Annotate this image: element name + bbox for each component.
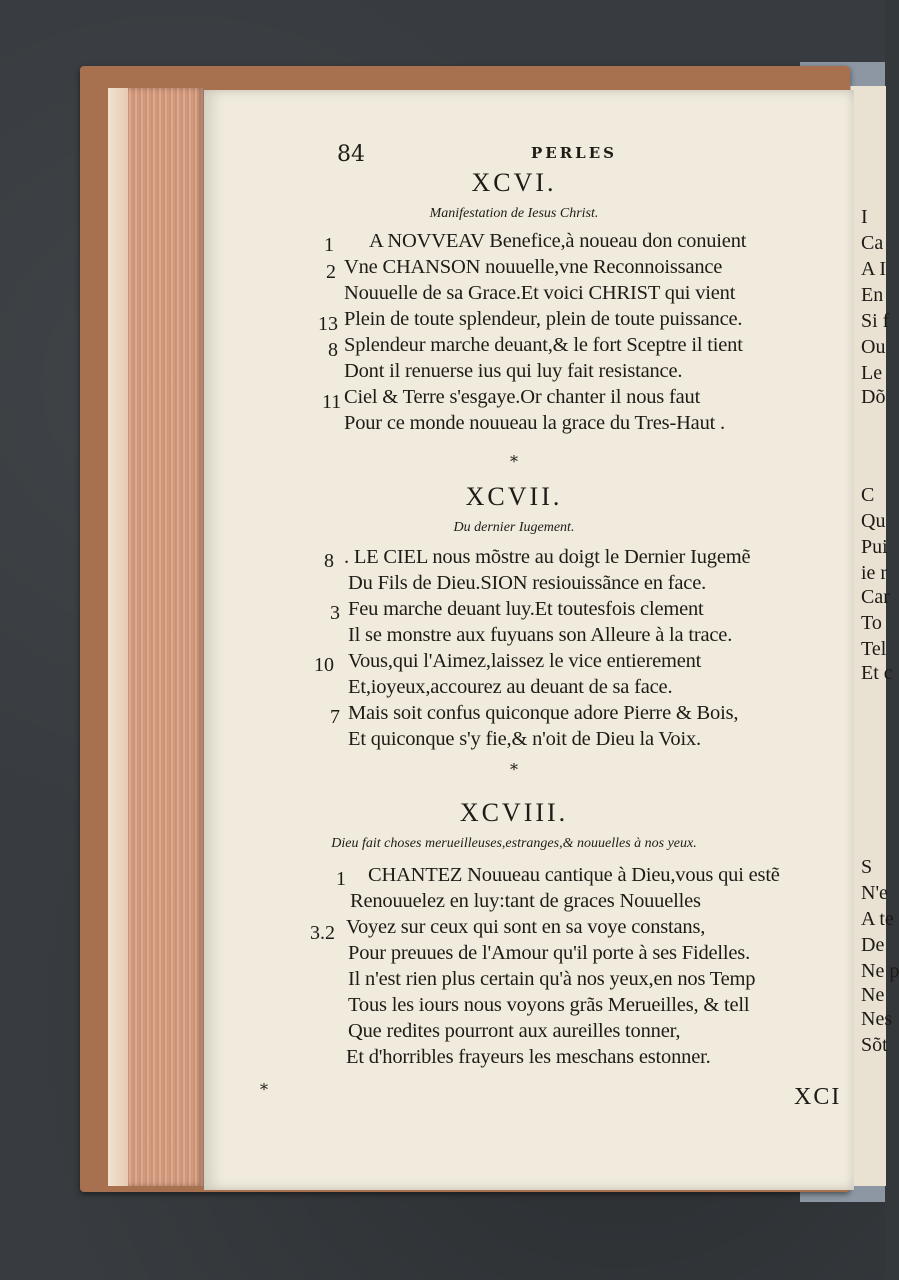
facing-fragment: Nes <box>861 1008 893 1030</box>
facing-fragment: To <box>861 612 882 634</box>
facing-fragment: A te <box>861 908 894 930</box>
facing-fragment: Ca <box>861 232 884 254</box>
verse-line: Splendeur marche deuant,& le fort Sceptre il tient <box>344 334 743 356</box>
verse-line: Il se monstre aux fuyuans son Alleure à la trace. <box>348 624 733 646</box>
verse-line: Mais soit confus quiconque adore Pierre & Bois, <box>348 702 739 724</box>
section-heading: XCVIII. <box>459 798 569 827</box>
verse-line: A NOVVEAV Benefice,à noueau don conuient <box>369 230 747 252</box>
verse-line: Et,ioyeux,accourez au deuant de sa face. <box>348 676 673 698</box>
book-page <box>204 90 854 1190</box>
verse-line: Ciel & Terre s'esgaye.Or chanter il nous faut <box>344 386 701 408</box>
verse-number: 2 <box>326 261 336 283</box>
section-subtitle: Du dernier Iugement. <box>453 520 575 535</box>
verse-line: Voyez sur ceux qui sont en sa voye constans, <box>346 916 706 938</box>
facing-fragment: Dõ <box>861 386 886 408</box>
facing-fragment: De <box>861 934 885 956</box>
verse-line: Pour preuues de l'Amour qu'il porte à ses Fidelles. <box>348 942 750 964</box>
section-heading: XCVII. <box>465 482 563 511</box>
facing-fragment: Car <box>861 586 890 608</box>
facing-fragment: Sõt <box>861 1034 888 1056</box>
verse-number: 13 <box>318 313 338 335</box>
verse-line: Dont il renuerse ius qui luy fait resistance. <box>344 360 683 382</box>
catchword: XCI <box>794 1084 842 1110</box>
facing-fragment: C <box>861 484 875 506</box>
facing-fragment: Et c <box>861 662 893 684</box>
verse-number: 8 <box>328 339 338 361</box>
ornament-asterisk: * <box>510 760 518 779</box>
verse-line: Que redites pourront aux aureilles tonner, <box>348 1020 681 1042</box>
verse-number: 7 <box>330 706 340 728</box>
verse-line: Et quiconque s'y fie,& n'oit de Dieu la Voix. <box>348 728 701 750</box>
verse-line: Renouuelez en luy:tant de graces Nouuelles <box>350 890 701 912</box>
facing-fragment: ie r <box>861 562 888 584</box>
facing-fragment: A I <box>861 258 886 280</box>
page-number: 84 <box>337 142 365 167</box>
verse-line: Et d'horribles frayeurs les meschans estonner. <box>346 1046 711 1068</box>
facing-fragment: Pui <box>861 536 888 558</box>
page-edges-highlight <box>108 88 128 1186</box>
verse-line: Vous,qui l'Aimez,laissez le vice entierement <box>348 650 702 672</box>
section-subtitle: Manifestation de Iesus Christ. <box>429 206 599 221</box>
verse-line: Nouuelle de sa Grace.Et voici CHRIST qui vient <box>344 282 736 304</box>
facing-fragment: N'e <box>861 882 888 904</box>
facing-fragment: I <box>861 206 868 228</box>
verse-line: Pour ce monde nouueau la grace du Tres-Haut . <box>344 412 725 434</box>
verse-line: Tous les iours nous voyons grãs Merueilles, & tell <box>348 994 750 1016</box>
facing-fragment: Si f <box>861 310 890 332</box>
verse-number: 3.2 <box>310 922 335 944</box>
verse-number: 10 <box>314 654 334 676</box>
verse-line: . LE CIEL nous mõstre au doigt le Dernier Iugemẽ <box>344 546 751 568</box>
verse-number: 1 <box>336 868 346 890</box>
facing-fragment: Ou <box>861 336 886 358</box>
section-subtitle: Dieu fait choses merueilleuses,estranges,& nouuelles à nos yeux. <box>331 836 697 851</box>
verse-number: 11 <box>322 391 342 413</box>
verse-line: Il n'est rien plus certain qu'à nos yeux,en nos Temp <box>348 968 756 990</box>
verse-number: 8 <box>324 550 334 572</box>
facing-fragment: En <box>861 284 884 306</box>
verse-line: Feu marche deuant luy.Et toutesfois clement <box>348 598 704 620</box>
facing-fragment: Ne p <box>861 960 899 982</box>
verse-number: 3 <box>330 602 340 624</box>
facing-page <box>850 86 899 1186</box>
ornament-asterisk: * <box>260 1080 268 1099</box>
ornament-asterisk: * <box>510 452 518 471</box>
verse-line: CHANTEZ Nouueau cantique à Dieu,vous qui estẽ <box>368 864 780 886</box>
verse-number: 1 <box>324 234 334 256</box>
facing-fragment: S <box>861 856 873 878</box>
facing-fragment: Tel <box>861 638 887 660</box>
facing-fragment: Le <box>861 362 883 384</box>
verse-line: Plein de toute splendeur, plein de toute puissance. <box>344 308 743 330</box>
section-heading: XCVI. <box>471 168 557 197</box>
running-head: PERLES <box>531 144 617 162</box>
facing-fragment: Qu <box>861 510 886 532</box>
facing-fragment: Ne <box>861 984 885 1006</box>
verse-line: Vne CHANSON nouuelle,vne Reconnoissance <box>344 256 723 278</box>
verse-line: Du Fils de Dieu.SION resiouissãnce en face. <box>348 572 707 594</box>
